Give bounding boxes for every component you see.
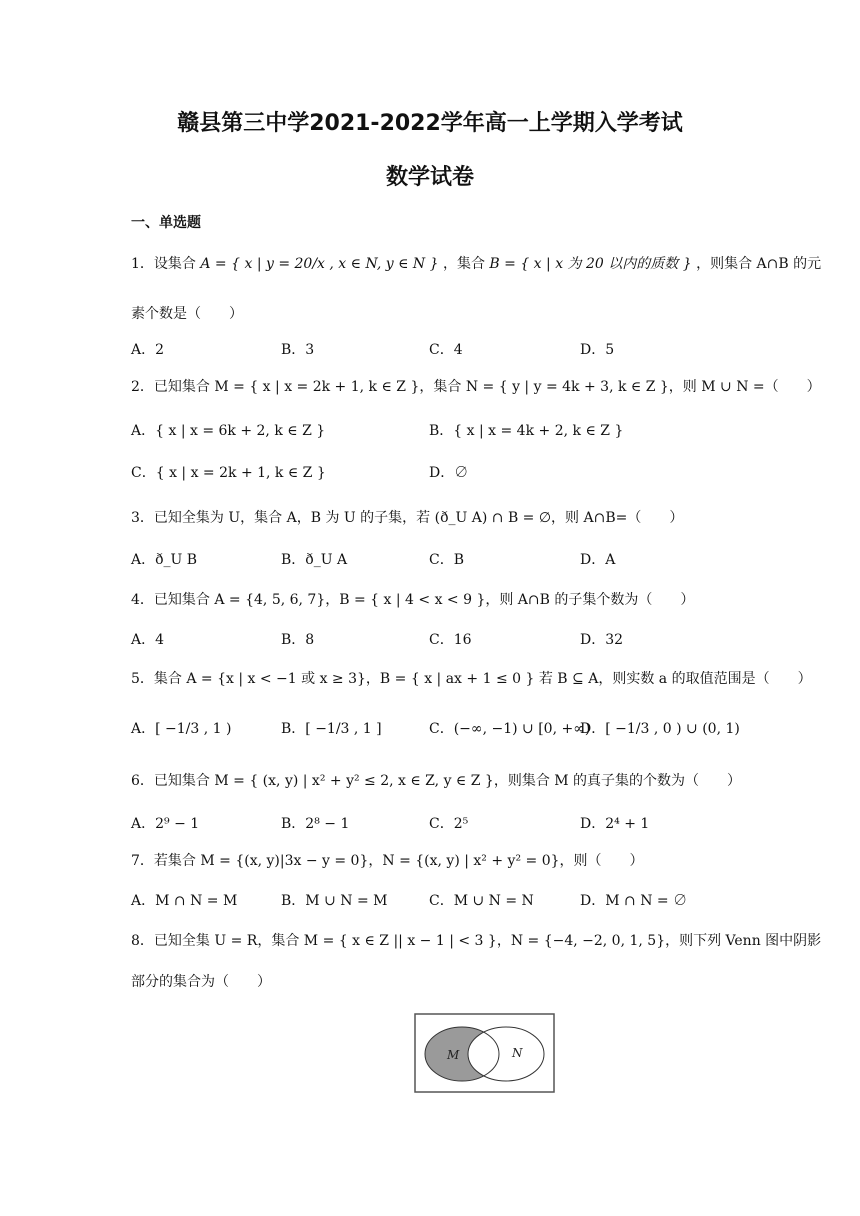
q3-option-c[interactable]: C．B [429,552,464,568]
question-7-stem: 7．若集合 M = {(x, y)|3x − y = 0}，N = {(x, y) | x² + y² = 0}，则（ ） [131,853,644,869]
q5-option-b[interactable]: B．[ −1/3 , 1 ] [281,721,382,737]
q1-option-a[interactable]: A．2 [131,342,165,358]
exam-subtitle: 数学试卷 [385,165,474,190]
q2-option-c[interactable]: C．{ x | x = 2k + 1, k ∈ Z } [131,465,326,481]
q1-middle: ，集合 [442,256,485,272]
question-8-line2: 部分的集合为（ ） [131,974,271,990]
q1-tail: ，则集合 A∩B 的元 [696,256,822,272]
q5-option-a[interactable]: A．[ −1/3 , 1 ) [131,721,232,737]
venn-diagram [414,1013,555,1093]
exam-title: 赣县第三中学2021-2022学年高一上学期入学考试 [177,111,683,136]
section-heading: 一、单选题 [131,215,201,231]
question-1-line2: 素个数是（ ） [131,306,243,322]
q6-option-b[interactable]: B．2⁸ − 1 [281,816,350,832]
q1-set-a: A = { x | y = 20/x , x ∈ N, y ∈ N } [200,256,439,272]
question-2-stem: 2．已知集合 M = { x | x = 2k + 1, k ∈ Z }，集合 N = { y | y = 4k + 3, k ∈ Z }，则 M ∪ N =（ ） [131,379,821,395]
q1-option-d[interactable]: D．5 [580,342,615,358]
q4-option-b[interactable]: B．8 [281,632,315,648]
q3-option-d[interactable]: D．A [580,552,616,568]
q3-option-a[interactable]: A．ð_U B [131,552,198,568]
question-8-stem: 8．已知全集 U = R，集合 M = { x ∈ Z || x − 1 | < 3 }，N = {−4, −2, 0, 1, 5}，则下列 Venn 图中阴影 [131,933,822,949]
question-1-line1 [131,253,821,273]
question-5-stem: 5．集合 A = {x | x < −1 或 x ≥ 3}，B = { x | ax + 1 ≤ 0 } 若 B ⊆ A，则实数 a 的取值范围是（ ） [131,671,812,687]
q1-option-c[interactable]: C．4 [429,342,463,358]
venn-label-m: M [447,1048,460,1062]
q2-option-d[interactable]: D．∅ [429,465,469,481]
q1-stem: 1．设集合 [131,256,196,272]
q5-option-d[interactable]: D．[ −1/3 , 0 ) ∪ (0, 1) [580,721,740,737]
venn-label-n: N [512,1046,523,1060]
question-4-stem: 4．已知集合 A = {4, 5, 6, 7}，B = { x | 4 < x < 9 }，则 A∩B 的子集个数为（ ） [131,592,695,608]
q2-option-b[interactable]: B．{ x | x = 4k + 2, k ∈ Z } [429,423,624,439]
q2-option-a[interactable]: A．{ x | x = 6k + 2, k ∈ Z } [131,423,326,439]
q4-option-d[interactable]: D．32 [580,632,624,648]
q7-option-c[interactable]: C．M ∪ N = N [429,893,534,909]
q6-option-a[interactable]: A．2⁹ − 1 [131,816,200,832]
q1-option-b[interactable]: B．3 [281,342,315,358]
q4-option-c[interactable]: C．16 [429,632,472,648]
q7-option-a[interactable]: A．M ∩ N = M [131,893,238,909]
q7-option-b[interactable]: B．M ∪ N = M [281,893,388,909]
q7-option-d[interactable]: D．M ∩ N = ∅ [580,893,688,909]
q1-set-b: B = { x | x 为 20 以内的质数 } [489,256,692,272]
q6-option-c[interactable]: C．2⁵ [429,816,469,832]
q3-option-b[interactable]: B．ð_U A [281,552,348,568]
q5-option-c[interactable]: C．(−∞, −1) ∪ [0, +∞) [429,721,591,737]
question-6-stem: 6．已知集合 M = { (x, y) | x² + y² ≤ 2, x ∈ Z, y ∈ Z }，则集合 M 的真子集的个数为（ ） [131,773,742,789]
question-3-stem: 3．已知全集为 U，集合 A，B 为 U 的子集，若 (ð_U A) ∩ B = ∅，则 A∩B=（ ） [131,510,684,526]
q4-option-a[interactable]: A．4 [131,632,165,648]
q6-option-d[interactable]: D．2⁴ + 1 [580,816,650,832]
